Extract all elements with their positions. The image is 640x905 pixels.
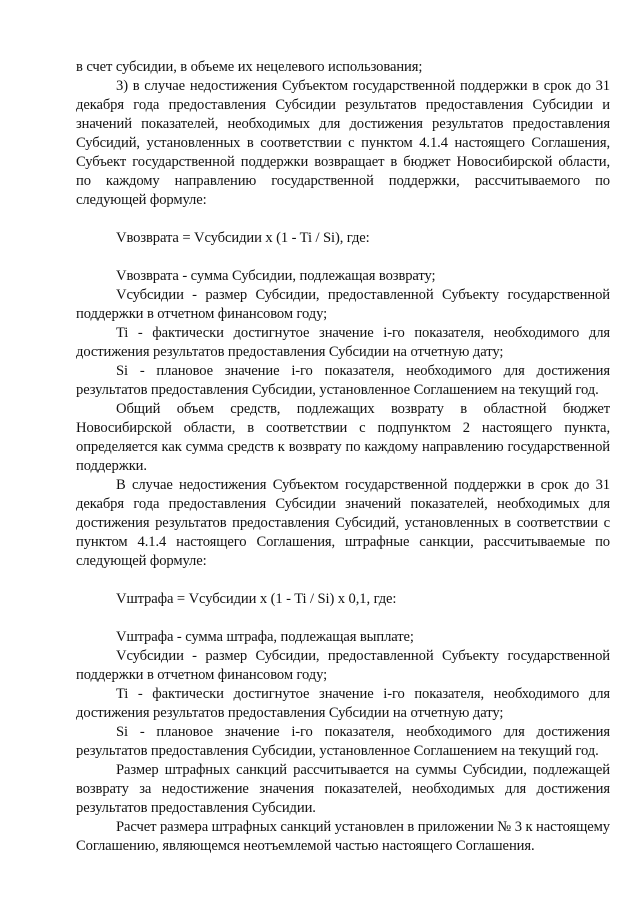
paragraph-penalty-condition: В случае недостижения Субъектом государственной поддержки в срок до 31 декабря года предоставления Субсидии значений показателей, необходимых для достижения результатов предоставления Субсидий, установленных в соответствии с пунктом 4.1.4 настоящего Соглашения, штрафные санкции, рассчитываемые по следующей формуле: bbox=[76, 477, 610, 569]
paragraph-penalty-appendix: Расчет размера штрафных санкций установлен в приложении № 3 к настоящему Соглашению, являющемся неотъемлемой частью настоящего Соглашения. bbox=[76, 819, 610, 854]
definition-v-penalty: Vштрафа - сумма штрафа, подлежащая выплате; bbox=[116, 629, 414, 645]
definition-si-2: Si - плановое значение i-го показателя, необходимого для достижения результатов предоставления Субсидии, установленное Соглашением на текущий год. bbox=[76, 724, 610, 759]
formula-refund: Vвозврата = Vсубсидии x (1 - Ti / Si), где: bbox=[116, 230, 370, 246]
formula-penalty: Vштрафа = Vсубсидии x (1 - Ti / Si) x 0,1, где: bbox=[116, 591, 397, 607]
document-page bbox=[76, 58, 610, 856]
paragraph-total-refund: Общий объем средств, подлежащих возврату в областной бюджет Новосибирской области, в соответствии с подпунктом 2 настоящего пункта, определяется как сумма средств к возврату по каждому направлению государственной поддержки. bbox=[76, 401, 610, 474]
definition-si: Si - плановое значение i-го показателя, необходимого для достижения результатов предоставления Субсидии, установленное Соглашением на текущий год. bbox=[76, 363, 610, 398]
definition-ti: Ti - фактически достигнутое значение i-го показателя, необходимого для достижения результатов предоставления Субсидии на отчетную дату; bbox=[76, 325, 610, 360]
definition-ti-2: Ti - фактически достигнутое значение i-го показателя, необходимого для достижения результатов предоставления Субсидии на отчетную дату; bbox=[76, 686, 610, 721]
definition-v-refund: Vвозврата - сумма Субсидии, подлежащая возврату; bbox=[116, 268, 436, 284]
paragraph-continuation: в счет субсидии, в объеме их нецелевого использования; bbox=[76, 59, 423, 75]
paragraph-penalty-size: Размер штрафных санкций рассчитывается на суммы Субсидии, подлежащей возврату за недостижение значения показателей, необходимых для достижения результатов предоставления Субсидии. bbox=[76, 762, 610, 816]
definition-v-subsidy: Vсубсидии - размер Субсидии, предоставленной Субъекту государственной поддержки в отчетном финансовом году; bbox=[76, 287, 610, 322]
paragraph-refund-condition: 3) в случае недостижения Субъектом государственной поддержки в срок до 31 декабря года предоставления Субсидии результатов предоставления Субсидии и значений показателей, необходимых для достижения результатов предоставления Субсидий, установленных в соответствии с пунктом 4.1.4 настоящего Соглашения, Субъект государственной поддержки возвращает в бюджет Новосибирской области, по каждому направлению государственной поддержки, рассчитываемого по следующей формуле: bbox=[76, 78, 610, 208]
definition-v-subsidy-2: Vсубсидии - размер Субсидии, предоставленной Субъекту государственной поддержки в отчетном финансовом году; bbox=[76, 648, 610, 683]
